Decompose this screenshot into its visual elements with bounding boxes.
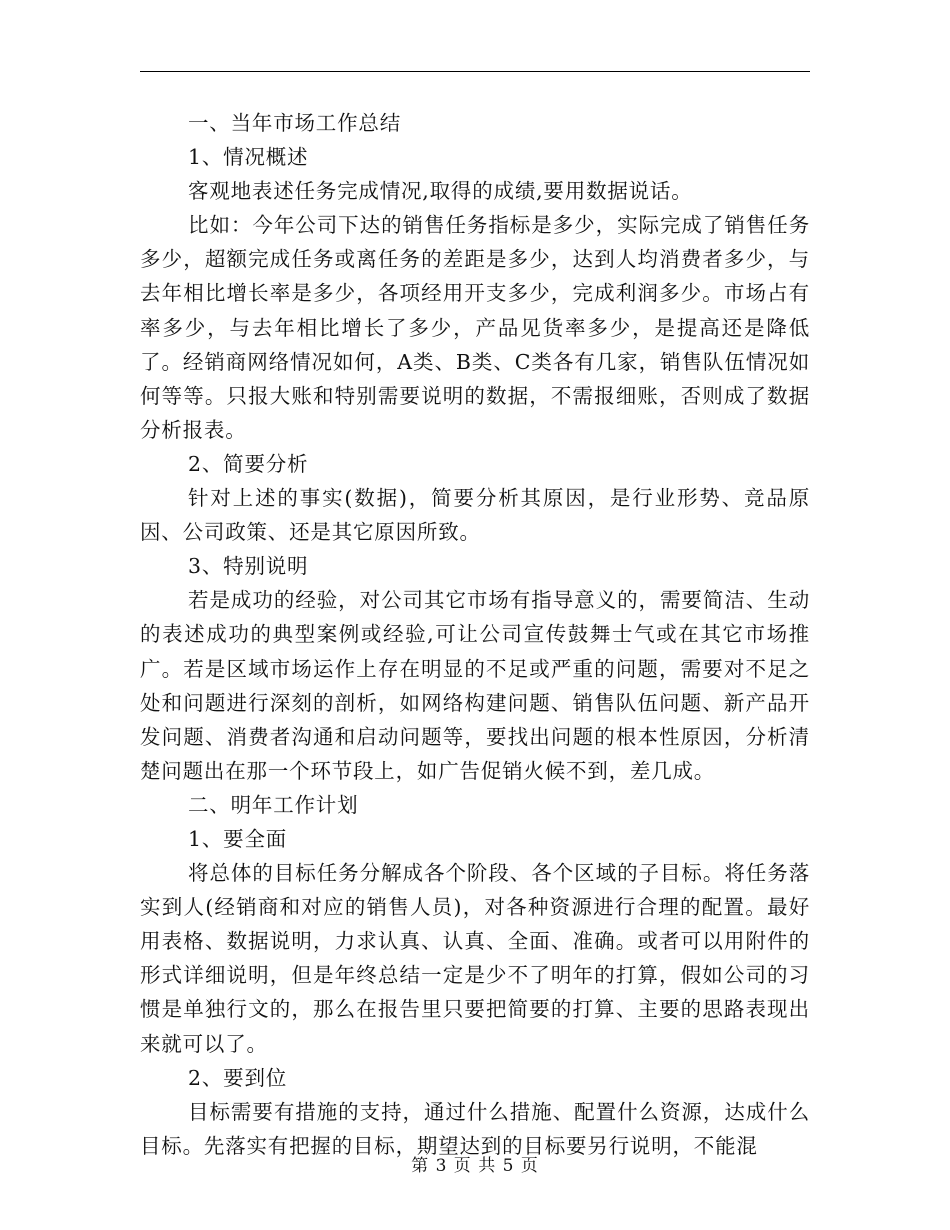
section-heading-summary: 一、当年市场工作总结 (188, 111, 401, 135)
subheading-analysis: 2、简要分析 (188, 451, 309, 476)
subheading-comprehensive: 1、要全面 (188, 826, 288, 851)
document-body (140, 106, 810, 1163)
paragraph: 客观地表述任务完成情况,取得的成绩,要用数据说话。 (188, 179, 693, 204)
subheading-overview: 1、情况概述 (188, 145, 309, 170)
paragraph: 目标需要有措施的支持，通过什么措施、配置什么资源，达成什么目标。先落实有把握的目标，期望达到的目标要另行说明，不能混 (140, 1099, 810, 1158)
paragraph: 若是成功的经验，对公司其它市场有指导意义的，需要简洁、生动的表述成功的典型案例或经验,可让公司宣传鼓舞士气或在其它市场推广。若是区域市场运作上存在明显的不足或严重的问题，需要对不足之处和问题进行深刻的剖析，如网络构建问题、销售队伍问题、新产品开发问题、消费者沟通和启动问题等，要找出问题的根本性原因，分析清楚问题出在那一个环节段上，如广告促销火候不到，差几成。 (140, 588, 810, 783)
subheading-in-place: 2、要到位 (188, 1065, 288, 1090)
paragraph: 比如：今年公司下达的销售任务指标是多少，实际完成了销售任务多少，超额完成任务或离任务的差距是多少，达到人均消费者多少，与去年相比增长率是多少，各项经用开支多少，完成利润多少。市场占有率多少，与去年相比增长了多少，产品见货率多少，是提高还是降低了。经销商网络情况如何，A类、B类、C类各有几家，销售队伍情况如何等等。只报大账和特别需要说明的数据，不需报细账，否则成了数据分析报表。 (140, 213, 810, 442)
section-heading-plan: 二、明年工作计划 (188, 792, 359, 817)
paragraph: 针对上述的事实(数据)，简要分析其原因，是行业形势、竞品原因、公司政策、还是其它原因所致。 (140, 486, 810, 545)
subheading-special-notes: 3、特别说明 (188, 554, 309, 579)
paragraph: 将总体的目标任务分解成各个阶段、各个区域的子目标。将任务落实到人(经销商和对应的销售人员)，对各种资源进行合理的配置。最好用表格、数据说明，力求认真、认真、全面、准确。或者可以用附件的形式详细说明，但是年终总结一定是少不了明年的打算，假如公司的习惯是单独行文的，那么在报告里只要把简要的打算、主要的思路表现出来就可以了。 (140, 861, 810, 1056)
header-rule (140, 71, 810, 72)
page-number-footer: 第 3 页 共 5 页 (411, 1156, 539, 1176)
